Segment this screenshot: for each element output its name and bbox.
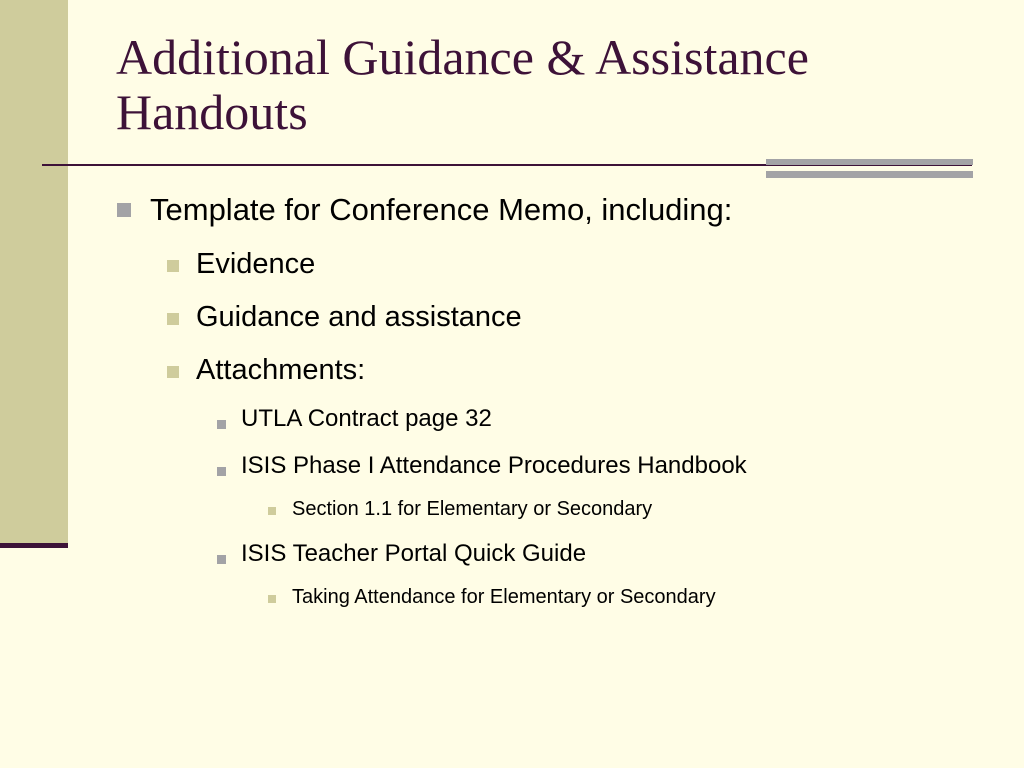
- bullet-square-icon: [167, 313, 179, 325]
- bullet-square-icon: [217, 555, 226, 564]
- title-accent-bar-bottom: [766, 171, 973, 178]
- bullet-text: ISIS Phase I Attendance Procedures Handbook: [241, 452, 747, 479]
- bullet-text: Attachments:: [196, 354, 366, 386]
- bullet-text: Guidance and assistance: [196, 301, 522, 333]
- bullet-square-icon: [117, 203, 131, 217]
- slide-title-line-2: Handouts: [116, 84, 308, 140]
- bullet-text: Evidence: [196, 248, 316, 280]
- bullet-text: Section 1.1 for Elementary or Secondary: [292, 498, 653, 520]
- bullet-square-icon: [217, 467, 226, 476]
- bullet-square-icon: [268, 507, 276, 515]
- bullet-square-icon: [217, 420, 226, 429]
- bullet-text: UTLA Contract page 32: [241, 405, 492, 432]
- bullet-square-icon: [167, 366, 179, 378]
- slide-title-line-1: Additional Guidance & Assistance: [116, 29, 809, 85]
- slide-title: [116, 30, 996, 140]
- bullet-text: Template for Conference Memo, including:: [150, 192, 733, 227]
- title-accent-bar-top: [766, 159, 973, 165]
- side-rule-decoration: [0, 543, 68, 548]
- bullet-text: ISIS Teacher Portal Quick Guide: [241, 540, 587, 567]
- bullet-square-icon: [167, 260, 179, 272]
- bullet-text: Taking Attendance for Elementary or Secondary: [292, 586, 716, 608]
- side-bar-decoration: [0, 0, 68, 545]
- bullet-square-icon: [268, 595, 276, 603]
